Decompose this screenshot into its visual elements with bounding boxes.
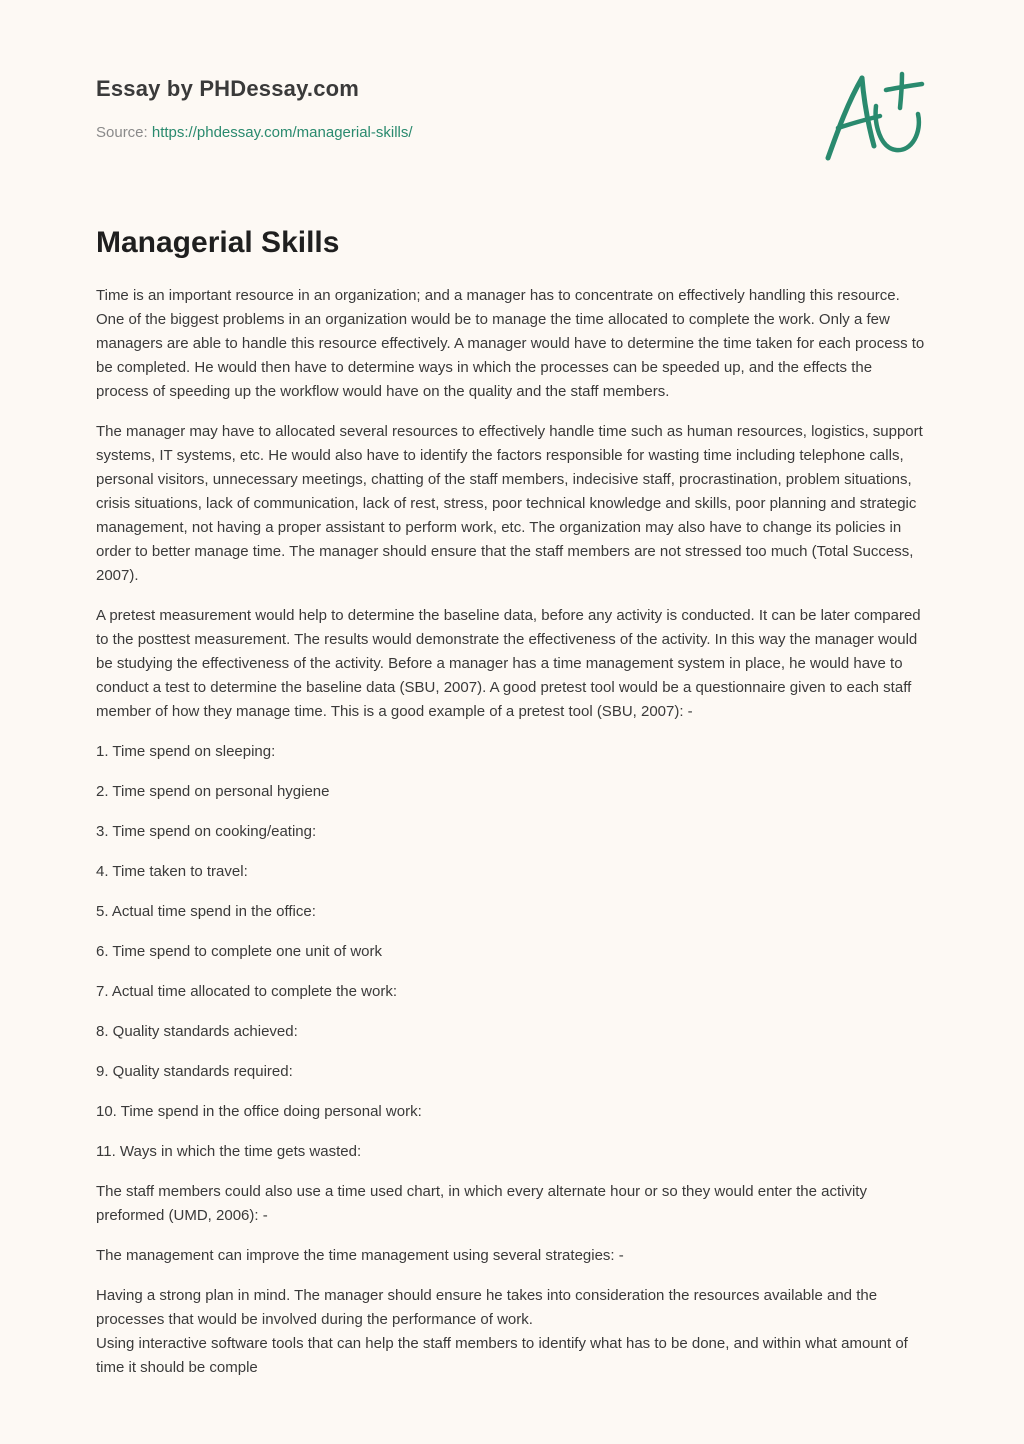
paragraph: The management can improve the time management using several strategies: - bbox=[96, 1247, 624, 1264]
list-item: 7. Actual time allocated to complete the work: bbox=[96, 983, 397, 1000]
list-item: 5. Actual time spend in the office: bbox=[96, 903, 316, 920]
list-item: 10. Time spend in the office doing personal work: bbox=[96, 1103, 422, 1120]
source-line bbox=[96, 124, 413, 141]
list-item: 4. Time taken to travel: bbox=[96, 863, 248, 880]
essay-page bbox=[96, 0, 928, 1376]
paragraph: The manager may have to allocated several resources to effectively handle time such as human resources, logistics, support systems, IT systems, etc. He would also have to identify the factors responsible for wasting time including telephone calls, personal visitors, unnecessary meetings, chatting of the staff members, indecisive staff, procrastination, problem situations, crisis situations, lack of communication, lack of rest, stress, poor technical knowledge and skills, poor planning and strategic management, not having a proper assistant to perform work, etc. The organization may also have to change its policies in order to better manage time. The manager should ensure that the staff members are not stressed too much (Total Success, 2007). bbox=[96, 423, 923, 584]
paragraph: Having a strong plan in mind. The manager should ensure he takes into consideration the resources available and the processes that would be involved during the performance of work. bbox=[96, 1287, 878, 1328]
brand-title: Essay by PHDessay.com bbox=[96, 76, 360, 101]
list-item: 11. Ways in which the time gets wasted: bbox=[96, 1143, 362, 1160]
a-plus-logo-icon bbox=[824, 66, 928, 166]
list-item: 9. Quality standards required: bbox=[96, 1063, 293, 1080]
list-item: 3. Time spend on cooking/eating: bbox=[96, 823, 317, 840]
paragraph: The staff members could also use a time used chart, in which every alternate hour or so they would enter the activity preformed (UMD, 2006): - bbox=[96, 1183, 867, 1224]
page-header bbox=[96, 0, 928, 200]
essay-title: Managerial Skills bbox=[96, 226, 340, 259]
list-item: 1. Time spend on sleeping: bbox=[96, 743, 276, 760]
paragraph: Time is an important resource in an organization; and a manager has to concentrate on effectively handling this resource. One of the biggest problems in an organization would be to manage the time allocated to complete the work. Only a few managers are able to handle this resource effectively. A manager would have to determine the time taken for each process to be completed. He would then have to determine ways in which the processes can be speeded up, and the effects the process of speeding up the workflow would have on the quality and the staff members. bbox=[96, 287, 925, 400]
essay-body bbox=[96, 284, 928, 1380]
paragraph: A pretest measurement would help to determine the baseline data, before any activity is conducted. It can be later compared to the posttest measurement. The results would demonstrate the effectiveness of the activity. In this way the manager would be studying the effectiveness of the activity. Before a manager has a time management system in place, he would have to conduct a test to determine the baseline data (SBU, 2007). A good pretest tool would be a questionnaire given to each staff member of how they manage time. This is a good example of a pretest tool (SBU, 2007): - bbox=[96, 607, 921, 720]
paragraph: Using interactive software tools that can help the staff members to identify what has to be done, and within what amount of time it should be comple bbox=[96, 1335, 908, 1376]
list-item: 8. Quality standards achieved: bbox=[96, 1023, 298, 1040]
list-item: 6. Time spend to complete one unit of work bbox=[96, 943, 382, 960]
source-label: Source: bbox=[96, 124, 152, 141]
list-item: 2. Time spend on personal hygiene bbox=[96, 783, 330, 800]
source-link[interactable]: https://phdessay.com/managerial-skills/ bbox=[151, 124, 413, 141]
